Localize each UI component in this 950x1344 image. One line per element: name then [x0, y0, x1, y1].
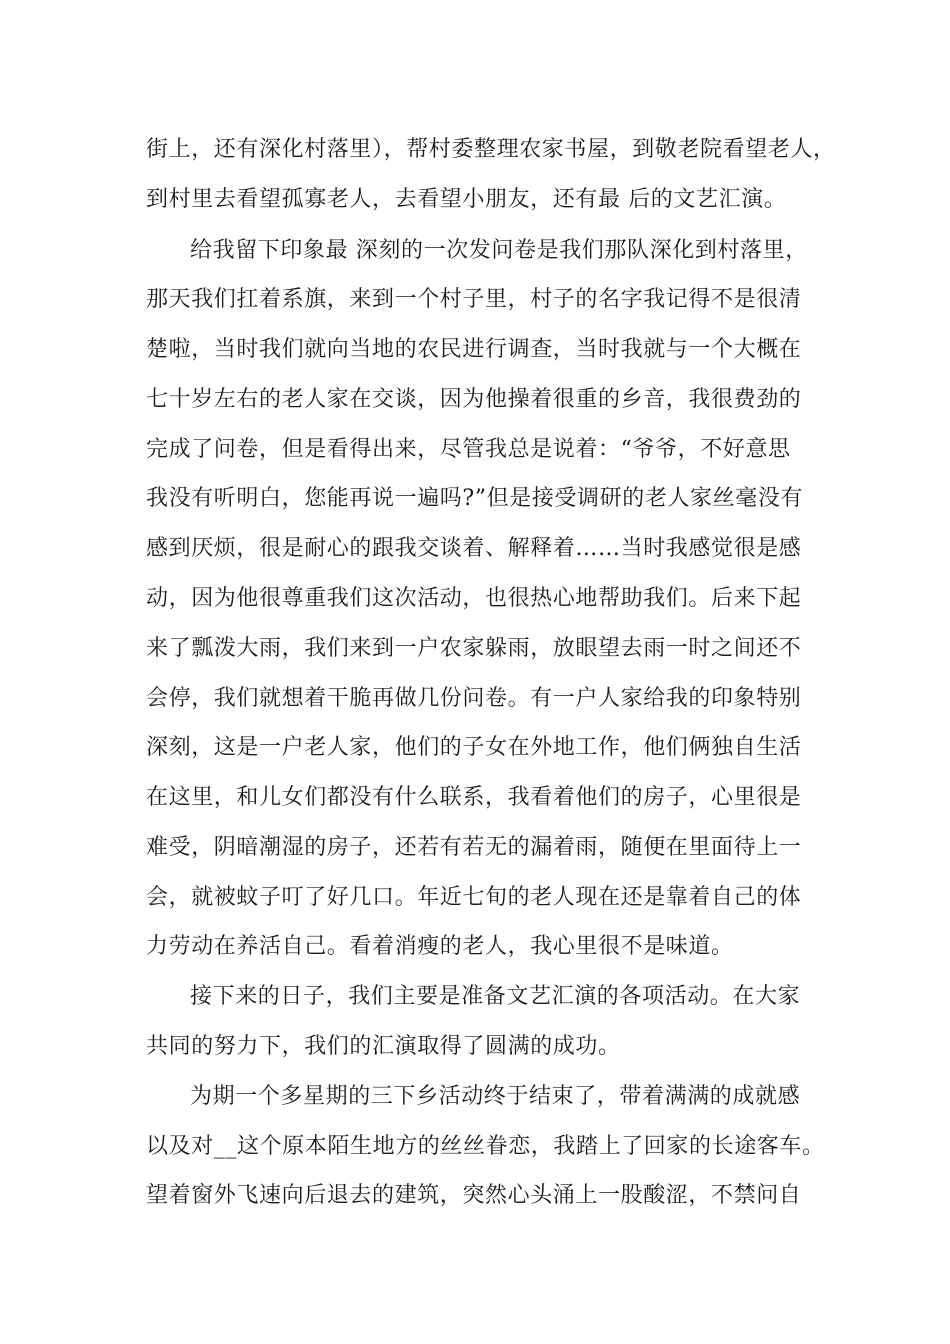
text-line: 望着窗外飞速向后退去的建筑，突然心头涌上一股酸涩，不禁问自 [146, 1183, 802, 1208]
text-line: 会，就被蚊子叮了好几口。年近七旬的老人现在还是靠着自己的体 [146, 885, 802, 910]
text-line: 在这里，和儿女们都没有什么联系，我看着他们的房子，心里很是 [146, 785, 802, 810]
paragraph-first-line: 为期一个多星期的三下乡活动终于结束了，带着满满的成就感 [190, 1084, 801, 1109]
text-line: 楚啦，当时我们就向当地的农民进行调查，当时我就与一个大概在 [146, 337, 802, 362]
text-line: 难受，阴暗潮湿的房子，还若有若无的漏着雨，随便在里面待上一 [146, 835, 802, 860]
text-line: 以及对__这个原本陌生地方的丝丝眷恋，我踏上了回家的长途客车。 [146, 1134, 825, 1159]
text-line: 街上，还有深化村落里），帮村委整理农家书屋，到敬老院看望老人， [146, 137, 836, 162]
text-line: 来了瓢泼大雨，我们来到一户农家躲雨，放眼望去雨一时之间还不 [146, 636, 802, 661]
paragraph-first-line: 给我留下印象最 深刻的一次发问卷是我们那队深化到村落里， [190, 238, 808, 263]
text-line: 共同的努力下，我们的汇演取得了圆满的成功。 [146, 1034, 621, 1059]
text-line: 我没有听明白，您能再说一遍吗?”但是接受调研的老人家丝毫没有 [146, 486, 804, 511]
text-line: 会停，我们就想着干脆再做几份问卷。有一户人家给我的印象特别 [146, 686, 802, 711]
text-line: 七十岁左右的老人家在交谈，因为他操着很重的乡音，我很费劲的 [146, 387, 802, 412]
text-line: 那天我们扛着系旗，来到一个村子里，村子的名字我记得不是很清 [146, 287, 802, 312]
paragraph-first-line: 接下来的日子，我们主要是准备文艺汇演的各项活动。在大家 [190, 984, 801, 1009]
text-line: 感到厌烦，很是耐心的跟我交谈着、解释着……当时我感觉很是感 [146, 536, 802, 561]
text-line: 动，因为他很尊重我们这次活动，也很热心地帮助我们。后来下起 [146, 586, 802, 611]
text-line: 力劳动在养活自己。看着消瘦的老人，我心里很不是味道。 [146, 934, 734, 959]
text-line: 到村里去看望孤寡老人，去看望小朋友，还有最 后的文艺汇演。 [146, 187, 787, 212]
text-line: 深刻，这是一户老人家，他们的子女在外地工作，他们俩独自生活 [146, 735, 802, 760]
text-line: 完成了问卷，但是看得出来，尽管我总是说着：“爷爷，不好意思 [146, 437, 791, 462]
